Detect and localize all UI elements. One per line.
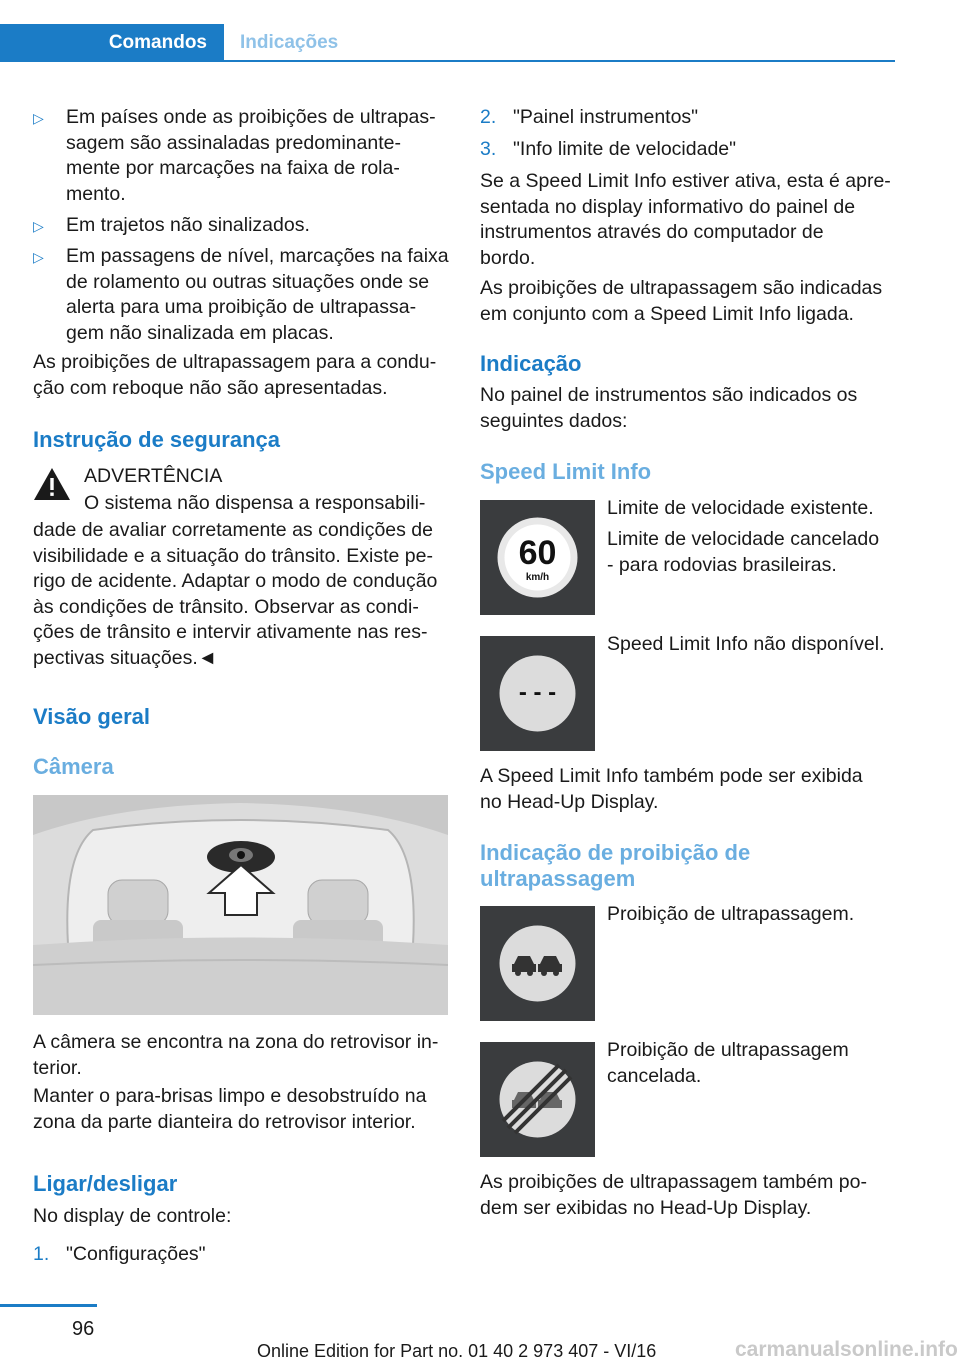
speed-limit-60-icon bbox=[480, 500, 595, 615]
sign-speed-unit: km/h bbox=[525, 572, 550, 583]
list-item: Em passagens de nível, marcações na faixa de rolamento ou outras situações onde se alerta para uma proibição de ultrapassa- gem não sinalizada em placas. bbox=[66, 245, 449, 344]
camera-text: A câmera se encontra na zona do retrovisor in- terior. bbox=[33, 1031, 439, 1079]
onoff-text: No display de controle: bbox=[33, 1205, 232, 1227]
speed-limit-unavailable-sign bbox=[480, 636, 595, 751]
tab-comandos-label: Comandos bbox=[108, 32, 207, 53]
indication-heading: Indicação bbox=[480, 351, 582, 376]
sli-existing: Limite de velocidade existente. bbox=[607, 497, 874, 519]
list-item: Em países onde as proibições de ultrapas- sagem são assinaladas predominante- mente por marcações na faixa de rola- mento. bbox=[66, 106, 436, 205]
hud-text: A Speed Limit Info também pode ser exibida no Head-Up Display. bbox=[480, 765, 863, 813]
camera-location-image bbox=[33, 795, 448, 1015]
speed-limit-unavailable-icon bbox=[480, 636, 595, 751]
onoff-heading: Ligar/desligar bbox=[33, 1171, 178, 1196]
step-text: "Painel instrumentos" bbox=[513, 106, 699, 128]
paragraph-trailer: As proibições de ultrapassagem para a condu- ção com reboque não são apresentadas. bbox=[33, 351, 437, 399]
header-rule bbox=[0, 60, 895, 62]
no-passing-cancelled-text: Proibição de ultrapassagem cancelada. bbox=[607, 1039, 849, 1087]
no-passing-cancelled-sign bbox=[480, 1042, 595, 1157]
page-number: 96 bbox=[72, 1318, 95, 1340]
sli-cancelled: Limite de velocidade cancelado - para rodovias brasileiras. bbox=[607, 528, 880, 576]
no-passing-hud-text: As proibições de ultrapassagem também po- dem ser exibidas no Head-Up Display. bbox=[480, 1171, 867, 1219]
warning-text-first: O sistema não dispensa a responsabili- bbox=[84, 492, 426, 514]
warning-text: dade de avaliar corretamente as condições de visibilidade e a situação do trânsito. Existe pe- rigo de acidente. Adaptar o modo de condução às condições de trânsito. Observar as condi- ções de trânsito e intervir ativamente nas res- pectivas situações.◄ bbox=[33, 519, 438, 669]
step-text: "Configurações" bbox=[66, 1243, 206, 1265]
paragraph: As proibições de ultrapassagem são indicadas em conjunto com a Speed Limit Info ligada. bbox=[480, 277, 883, 325]
tab-indicacoes-label: Indicações bbox=[240, 32, 339, 53]
no-passing-sign bbox=[480, 906, 595, 1021]
camera-heading: Câmera bbox=[33, 754, 114, 779]
bullet-icon: ▷ bbox=[33, 218, 44, 234]
windshield-text: Manter o para-brisas limpo e desobstruído na zona da parte dianteira do retrovisor interior. bbox=[33, 1085, 427, 1133]
indication-text: No painel de instrumentos são indicados os seguintes dados: bbox=[480, 384, 858, 432]
list-item: Em trajetos não sinalizados. bbox=[66, 214, 310, 236]
no-passing-icon bbox=[480, 906, 595, 1021]
speed-limit-info-heading: Speed Limit Info bbox=[480, 459, 652, 484]
step-number: 1. bbox=[33, 1243, 50, 1265]
tab-comandos[interactable] bbox=[0, 24, 224, 62]
no-passing-heading: Indicação de proibição de ultrapassagem bbox=[480, 840, 751, 891]
step-number: 2. bbox=[480, 106, 497, 128]
no-passing-cancelled-icon bbox=[480, 1042, 595, 1157]
speed-limit-sign bbox=[480, 500, 595, 615]
tab-indicacoes[interactable] bbox=[240, 24, 338, 62]
bullet-icon: ▷ bbox=[33, 110, 44, 126]
edition-note: Online Edition for Part no. 01 40 2 973 407 - VI/16 bbox=[257, 1341, 657, 1361]
step-text: "Info limite de velocidade" bbox=[513, 138, 737, 160]
sli-unavailable: Speed Limit Info não disponível. bbox=[607, 633, 885, 655]
safety-heading: Instrução de segurança bbox=[33, 427, 280, 452]
overview-heading: Visão geral bbox=[33, 704, 150, 729]
bullet-icon: ▷ bbox=[33, 249, 44, 265]
step-number: 3. bbox=[480, 138, 497, 160]
watermark: carmanualsonline.info bbox=[735, 1338, 958, 1361]
paragraph: Se a Speed Limit Info estiver ativa, esta é apre- sentada no display informativo do painel de instrumentos através do computador de bordo. bbox=[480, 170, 891, 269]
warning-label: ADVERTÊNCIA bbox=[84, 465, 223, 487]
no-passing-text: Proibição de ultrapassagem. bbox=[607, 903, 855, 925]
sign-dashes: - - - bbox=[518, 679, 557, 706]
footer-rule bbox=[0, 1304, 97, 1307]
warning-icon bbox=[33, 466, 71, 502]
sign-speed-value: 60 bbox=[518, 534, 557, 572]
